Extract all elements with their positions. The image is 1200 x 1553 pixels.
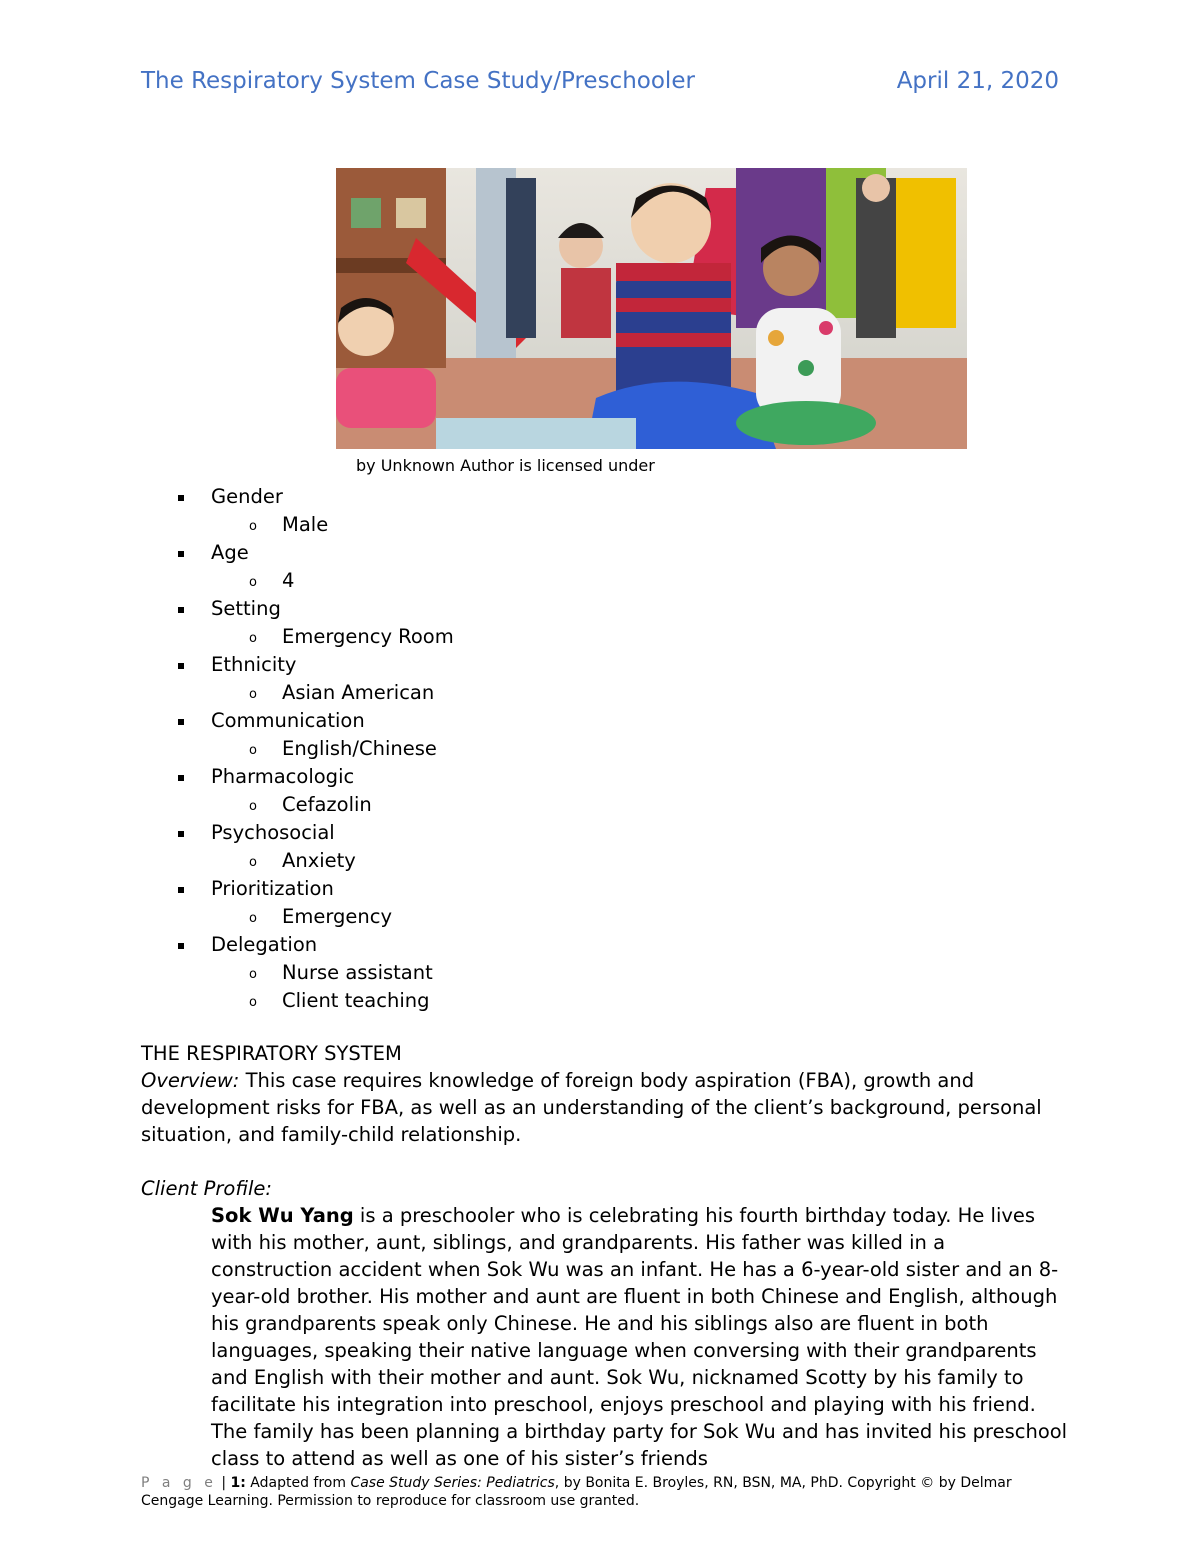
list-item-label: Age [211, 541, 249, 564]
circle-bullet-icon: o [249, 995, 257, 1010]
sub-list-item-label: Anxiety [282, 849, 356, 872]
profile-label: Client Profile: [141, 1177, 272, 1200]
list-item-label: Prioritization [211, 877, 334, 900]
overview-text: This case requires knowledge of foreign body aspiration (FBA), growth and development risks for FBA, as well as an understanding of the client’s background, personal situation, and family-child relationship. [141, 1069, 1042, 1146]
photo-caption: by Unknown Author is licensed under [356, 456, 655, 475]
client-name: Sok Wu Yang [211, 1204, 354, 1227]
circle-bullet-icon: o [249, 687, 257, 702]
list-item-label: Ethnicity [211, 653, 297, 676]
page-footer [141, 1474, 1071, 1510]
circle-bullet-icon: o [249, 967, 257, 982]
page-header [141, 68, 1059, 102]
circle-bullet-icon: o [249, 575, 257, 590]
profile-label-line [141, 1175, 1071, 1202]
adapted-from: Adapted from [245, 1475, 351, 1491]
list-item-label: Communication [211, 709, 365, 732]
list-item-label: Delegation [211, 933, 318, 956]
page-separator: | [216, 1475, 231, 1491]
page-number: 1: [230, 1475, 246, 1491]
playground-photo [336, 168, 967, 449]
circle-bullet-icon: o [249, 631, 257, 646]
copyright-text: , by Bonita E. Broyles, RN, BSN, MA, PhD. Copyright © by Delmar Cengage Learning. Permission to reproduce for classroom use granted. [141, 1475, 1012, 1509]
list-item-label: Pharmacologic [211, 765, 355, 788]
sub-list-item-label: Emergency [282, 905, 392, 928]
sub-list-item-label: Male [282, 513, 329, 536]
circle-bullet-icon: o [249, 519, 257, 534]
sub-list-item-label: Client teaching [282, 989, 430, 1012]
overview-paragraph [141, 1067, 1071, 1148]
sub-list-item-label: Emergency Room [282, 625, 454, 648]
photo-illustration [336, 168, 967, 449]
circle-bullet-icon: o [249, 743, 257, 758]
case-body [141, 1040, 1071, 1472]
profile-paragraph [141, 1202, 1071, 1472]
sub-list-item-label: English/Chinese [282, 737, 437, 760]
list-item-label: Gender [211, 485, 283, 508]
list-item-label: Psychosocial [211, 821, 335, 844]
list-item-label: Setting [211, 597, 281, 620]
sub-list-item-label: Cefazolin [282, 793, 372, 816]
page-word: P a g e [141, 1475, 217, 1491]
sub-list-item-label: Asian American [282, 681, 435, 704]
sub-list-item-label: Nurse assistant [282, 961, 433, 984]
circle-bullet-icon: o [249, 911, 257, 926]
circle-bullet-icon: o [249, 799, 257, 814]
profile-text: is a preschooler who is celebrating his fourth birthday today. He lives with his mother, aunt, siblings, and grandparents. His father was killed in a construction accident when Sok Wu was an infant. He has a 6-year-old sister and an 8-year-old brother. His mother and aunt are fluent in both Chinese and English, although his grandparents speak only Chinese. He and his siblings also are fluent in both languages, speaking their native language when conversing with their grandparents and English with their mother and aunt. Sok Wu, nicknamed Scotty by his family to facilitate his integration into preschool, enjoys preschool and playing with his friend. The family has been planning a birthday party for Sok Wu and has invited his preschool class to attend as well as one of his sister’s friends [211, 1204, 1068, 1470]
circle-bullet-icon: o [249, 855, 257, 870]
document-title: The Respiratory System Case Study/Preschooler [141, 68, 695, 94]
book-title: Case Study Series: Pediatrics [350, 1475, 555, 1491]
section-heading: THE RESPIRATORY SYSTEM [141, 1042, 402, 1065]
overview-label: Overview: [141, 1069, 240, 1092]
sub-list-item-label: 4 [282, 569, 295, 592]
document-date: April 21, 2020 [896, 68, 1059, 94]
